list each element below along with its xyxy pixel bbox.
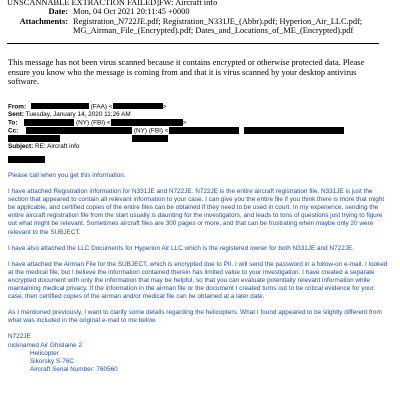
aircraft-list [8,333,388,373]
to-label: To: [8,119,18,127]
redaction-block [244,127,344,133]
body-paragraph-5: As I mentioned previously, I want to clarify some details regarding the helicopters. What I found appeared to be slightly different from what was included in the original e-mail to me below. [8,309,382,325]
from-label: From: [8,103,27,111]
date-label: Date: [48,7,68,17]
list-item-type: Helicopter [30,349,59,357]
cc-row [8,127,388,135]
to-end: > [182,119,187,127]
from-org: (FAA) < [90,103,113,111]
subject-value: RE: Aircraft info [35,143,80,151]
list-title: N722JE [8,333,31,341]
message-body [8,156,388,374]
subject-row [8,143,388,151]
redaction-block [132,135,168,141]
attachments-line-1[interactable]: Registration_N722JE.pdf; Registration_N331JE_(Abbr).pdf; Hyperion_Air_LLC.pdf; [73,16,363,26]
body-paragraph-3: I have also attached the LLC Documents for Hyperion Air LLC which is the registered owner for both N331JE and N722JE. [8,244,354,252]
date-value: Mon, 04 Oct 2021 20:11:45 +0000 [73,7,190,17]
forwarded-message-header [8,103,388,152]
cc-label: Cc: [8,127,19,135]
header-divider [7,43,379,44]
redacted-greeting [8,156,45,163]
sent-label: Sent: [8,111,24,119]
from-end: > [162,103,167,111]
sent-row [8,111,388,119]
redaction-block [24,119,74,125]
attachments-line-2[interactable]: MG_Airman_File_(Encrypted).pdf; Dates_and_Locations_of_ME_(Encrypted).pdf [73,25,354,35]
virus-scan-notice: This message has not been virus scanned because it contains encrypted or otherwise protected data. Please ensure you know who the message is coming from and that it is virus scanned by your desktop antivirus software. [8,58,365,86]
redaction-block [8,135,60,141]
body-paragraph-4: I have attached the Airman File for the SUBJECT, which is encrypted due to PII. I will send the password in a follow-on e-mail. I looked at the medical file, but I believe the information contained therein has limited value to your investigation. I have created a separate encrypted document with only the information that may be helpful, so that you can evaluate potentially relevant information while maintaining medical privacy. If the information in the airman file or the document I created turns out to be critical evidence for your case, then certified copies of the airman and/or medical file can be obtained at a later date. [8,260,388,301]
redaction-block [26,127,132,133]
list-item-nickname: nicknamed Air Ghislaine 2 [8,341,82,349]
from-row [8,103,388,111]
cc-org: (NY) (FBI) < [133,127,169,135]
redaction-block [113,103,163,109]
list-item-model: Sikorsky S-76C [30,357,75,365]
body-paragraph-2: I have attached Registration information for N331JE and N722JE. N722JE is the entire aircraft registration file. N331JE is just the section that appeared to contain all relevant information to your case. I can give you the entire file if you think there is more that might be applicable, and certified copies of the entire files can be obtained if they need to be used in court. In my experience, sending the entire aircraft registration file from the start usually is daunting for the investigators, and leads to tons of questions just trying to figure out what might be relevant. Sometimes aircraft files are 300 pages or more, and that can be frustrating when maybe only 20 were relevant to the SUBJECT. [8,188,385,236]
to-row [8,119,388,127]
attachments-label: Attachments: [19,16,68,26]
redaction-block [169,127,239,133]
list-item-serial: Aircraft Serial Number: 760560 [30,365,118,373]
redaction-block [111,119,183,125]
subject-line: UNSCANNABLE EXTRACTION FAILED]FW: Aircraft info [7,0,218,7]
cc-row-continued [8,135,388,143]
redaction-block [31,103,89,109]
sent-value: Tuesday, January 14, 2020 11:26 AM [25,111,131,119]
to-org: (NY) (FBI) < [76,119,111,127]
body-paragraph-1: Please call when you get this information. [8,172,126,179]
subject-label: Subject: [8,143,34,151]
